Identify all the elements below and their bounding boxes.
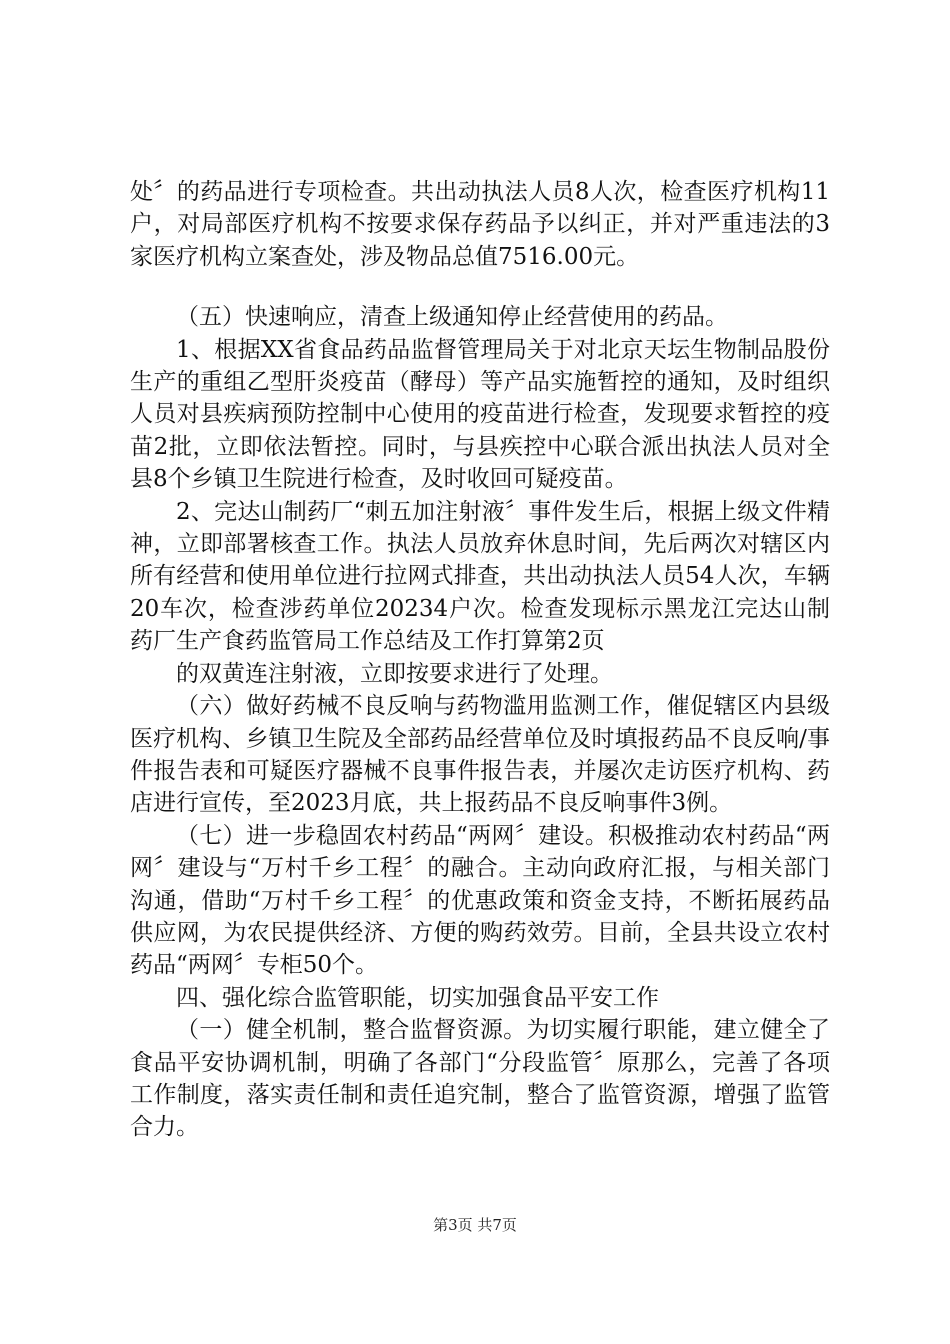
paragraph-coordination-mechanism: （一）健全机制，整合监督资源。为切实履行职能，建立健全了食品平安协调机制，明确了各部门“分段监管〞原那么，完善了各项工作制度，落实责任制和责任追究制，整合了监管资源，增强了监管合力。 [130,1017,830,1141]
paragraph-vaccine-control: 1、根据XX省食品药品监督管理局关于对北京天坛生物制品股份生产的重组乙型肝炎疫苗（酵母）等产品实施暂控的通知，及时组织人员对县疾病预防控制中心使用的疫苗进行检查，发现要求暂控的疫苗2批，立即依法暂控。同时，与县疾控中心联合派出执法人员对全县8个乡镇卫生院进行检查，及时收回可疑疫苗。 [130,336,830,493]
section-heading-food-safety: 四、强化综合监管职能，切实加强食品平安工作 [176,984,659,1011]
paragraph-rural-two-networks: （七）进一步稳固农村药品“两网〞建设。积极推动农村药品“两网〞建设与“万村千乡工程〞的融合。主动向政府汇报，与相关部门沟通，借助“万村千乡工程〞的优惠政策和资金支持，不断拓展药品供应网，为农民提供经济、方便的购药效劳。目前，全县共设立农村药品“两网〞专柜50个。 [130,822,830,979]
paragraph-inspection-summary: 处〞的药品进行专项检查。共出动执法人员8人次，检查医疗机构11户，对局部医疗机构不按要求保存药品予以纠正，并对严重违法的3家医疗机构立案查处，涉及物品总值7516.00元。 [130,179,830,270]
paragraph-adverse-reaction-monitoring: （六）做好药械不良反响与药物滥用监测工作，催促辖区内县级医疗机构、乡镇卫生院及全部药品经营单位及时填报药品不良反响/事件报告表和可疑医疗器械不良事件报告表，并屡次走访医疗机构、药店进行宣传，至2023月底，共上报药品不良反响事件3例。 [130,693,830,817]
page-number-footer: 第3页 共7页 [433,1216,517,1234]
paragraph-injection-handling: 的双黄连注射液，立即按要求进行了处理。 [176,660,613,687]
paragraph-spacer [130,273,830,301]
section-heading-rapid-response: （五）快速响应，清查上级通知停止经营使用的药品。 [176,304,728,331]
paragraph-injection-incident: 2、完达山制药厂“刺五加注射液〞事件发生后，根据上级文件精神，立即部署核查工作。执法人员放弃休息时间，先后两次对辖区内所有经营和使用单位进行拉网式排查，共出动执法人员54人次，车辆20车次，检查涉药单位20234户次。检查发现标示黑龙江完达山制药厂生产食药监管局工作总结及工作打算第2页 [130,498,830,655]
document-body [130,176,830,1144]
